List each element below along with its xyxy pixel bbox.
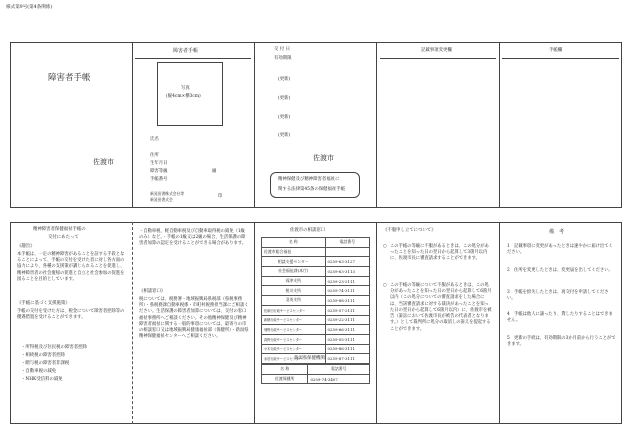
contact-name: 小木行政サービスセンター <box>262 344 326 354</box>
validity-label: 有効期限 <box>274 56 292 61</box>
field-grade: 障害等級 <box>150 169 168 174</box>
update-2: (更新) <box>278 96 291 101</box>
support-item-4: ・自動車税の減免 <box>21 369 57 374</box>
field-birthdate: 生年月日 <box>150 161 168 166</box>
appeal-item-2: この手帳の等級について不服があるときは、この処分があったことを知った日の翌日から起算して6箇月以内（この処分についての審査請求をした場合には、当該審査請求に対する裁決があったことを知った日の翌日から起算して6箇月以内）に、佐渡市を被告（訴訟において佐渡市長が被告の代表者となります。）として裁判所に処分の取消しの訴えを提起することができます。 <box>390 283 492 332</box>
update-1: (更新) <box>278 77 291 82</box>
bottom-divider-2 <box>376 222 377 424</box>
contact-name: 両津支所 <box>262 276 326 286</box>
purpose-heading: 《趣旨》 <box>17 244 35 249</box>
contact-name: 相談支援センター <box>262 257 326 267</box>
contact-phone: 0259-63-3127 <box>325 257 369 267</box>
memo-heading: 手帳欄 <box>549 48 563 53</box>
table-row <box>262 325 370 335</box>
law-notice-box <box>270 172 360 198</box>
issue-city: 佐渡市 <box>313 154 334 162</box>
appeal-heading: 《不服申し立てについて》 <box>383 228 436 233</box>
table-row <box>262 238 370 248</box>
top-divider-3 <box>376 42 377 208</box>
contacts-table <box>261 237 370 364</box>
bottom-divider-1 <box>254 222 255 424</box>
table-row <box>262 365 370 375</box>
contact-name: 新穂行政サービスセンター <box>262 315 326 325</box>
card-heading-rule <box>135 58 251 59</box>
services-fold-line <box>132 222 133 424</box>
contact-phone: 0259-23-2111 <box>325 276 369 286</box>
contacts-heading: 佐渡市の相談窓口 <box>290 228 326 233</box>
top-divider-4 <box>499 42 500 208</box>
cover-title: 障害者手帳 <box>48 73 91 83</box>
law-notice-line2: 関する法律第45条の保健福祉手帳 <box>278 187 346 192</box>
field-address: 住所 <box>150 153 159 158</box>
contact-phone: 0259-87-3111 <box>325 354 369 364</box>
contact-name: 畑野行政サービスセンター <box>262 325 326 335</box>
table-row <box>262 247 370 257</box>
contacts-heading-2: 新潟県保健機関 <box>294 356 325 361</box>
support-item-2: ・相続税の障害者控除 <box>21 353 65 358</box>
support-item-1: ・所得税及び住民税の障害者控除 <box>21 345 87 350</box>
contact-phone: 0259-74-3111 <box>325 286 369 296</box>
records-heading-rule <box>380 58 496 59</box>
contact-phone <box>325 247 369 257</box>
remark-5: 5 更新の手続は、有効期限の3か月前から行うことができます。 <box>507 336 616 348</box>
table-row <box>262 305 370 315</box>
table-row <box>262 276 370 286</box>
top-divider-2 <box>254 42 255 208</box>
bottom-divider-3 <box>499 222 500 424</box>
contact-name: 佐和田行政サービスセンター <box>262 305 326 315</box>
purpose-body: 本手帳は、一定の精神障害があることを証する手段となることによって、手帳の交付を受けた者に対し各方面の協力により、各種の支援策が講じられることを促進し、精神障害者の社会復帰の促進と自立と社会参加の促進を図ることを目的としています。 <box>17 252 125 282</box>
support-heading: 《手帳に基づく支援施策》 <box>17 301 70 306</box>
remark-4: 4 手帳は他人に譲ったり、貸したりすることはできません。 <box>507 312 613 324</box>
publisher: 新発田書株式会社等 <box>150 191 185 196</box>
contact-name: 相川支所 <box>262 286 326 296</box>
table-row <box>262 257 370 267</box>
appeal-item-1: この手帳の等級に不服があるときは、この処分があったことを知った日の翌日から起算して3箇月以内に、佐渡市長に審査請求することができます。 <box>390 244 489 262</box>
contacts-col-name: 名 称 <box>262 238 326 248</box>
contact-name: 佐渡市総合福祉 <box>262 247 326 257</box>
table-row <box>262 296 370 306</box>
contact-name: 真野行政サービスセンター <box>262 334 326 344</box>
top-divider-1 <box>132 42 133 208</box>
photo-size: (縦4cm×横3cm) <box>166 94 201 99</box>
appeal-bullet-1: ○ <box>383 244 387 249</box>
contact-phone: 0259-86-3111 <box>325 344 369 354</box>
photo-label: 写真 <box>181 86 190 91</box>
services-title-1: 精神障害者保健福祉手帳の <box>33 227 86 232</box>
health-office-table <box>261 364 370 384</box>
contact-name: 社会福祉課(本庁) <box>262 267 326 277</box>
update-3: (更新) <box>278 115 291 120</box>
support-item-5: ・NHK受信料の減免 <box>21 377 63 382</box>
remark-2: 2 住所を変更したときは、変更届を出してください。 <box>507 268 613 273</box>
contact-name: 赤泊行政サービスセンター <box>262 354 326 364</box>
law-notice-line1: 精神保健及び精神障害者福祉に <box>278 177 340 182</box>
publisher-sub: 新発田書式会 <box>150 197 173 202</box>
memo-heading-rule <box>502 58 619 59</box>
health-office-name: 佐渡保健所 <box>262 374 308 384</box>
table-row <box>262 315 370 325</box>
seal-mark: 印 <box>218 194 223 199</box>
table-row <box>262 334 370 344</box>
field-number: 手帳番号 <box>150 177 168 182</box>
consult-body: 税については、税務署・地域振興局県税部（県税事務所）・県税務課自動車税係・市町村税務担当課にご相談ください。生活保護の障害者加算については、交付の窓口福祉事務所へご相談ください。その他精神保健及び精神障害者福祉に関する一般的事項については、最寄りの市の相談窓口又は地域振興局健康福祉部（保健所）・新潟県精神保健福祉センターへご相談ください。 <box>139 297 249 340</box>
contact-phone: 0259-63-3113 <box>325 267 369 277</box>
form-number: 様式第9号(第4条関係) <box>6 5 53 10</box>
contact-phone: 0259-55-3111 <box>325 334 369 344</box>
issue-date-label: 交 付 日 <box>274 47 290 52</box>
table-row <box>262 267 370 277</box>
health-col-phone: 電話番号 <box>308 365 370 375</box>
health-col-name: 名 称 <box>262 365 308 375</box>
table-row <box>262 374 370 384</box>
remark-3: 3 手帳を紛失したときは、再交付を申請してください。 <box>507 290 609 302</box>
cover-city: 佐渡市 <box>93 158 114 166</box>
table-row <box>262 344 370 354</box>
contact-phone: 0259-88-3111 <box>325 296 369 306</box>
field-name: 氏名 <box>150 137 159 142</box>
update-4: (更新) <box>278 133 291 138</box>
records-heading: 記載事項変更欄 <box>421 48 452 53</box>
services-title-2: 交付にあたって <box>48 235 79 240</box>
contacts-col-phone: 電話番号 <box>325 238 369 248</box>
remarks-heading: 備 考 <box>549 229 565 235</box>
contact-name: 羽茂支所 <box>262 296 326 306</box>
consult-heading: 《相談窓口》 <box>139 289 166 294</box>
card-heading: 障害者手帳 <box>173 48 199 54</box>
health-office-phone: 0259-74-3407 <box>308 374 370 384</box>
support-item-3: ・贈与税の障害者非課税 <box>21 361 70 366</box>
contact-phone: 0259-57-2111 <box>325 305 369 315</box>
grade-suffix: 級 <box>212 169 217 174</box>
contact-phone: 0259-66-3111 <box>325 325 369 335</box>
table-row <box>262 286 370 296</box>
contact-phone: 0259-22-3111 <box>325 315 369 325</box>
appeal-bullet-2: ○ <box>383 283 387 288</box>
services-body-2: ・自動車税、軽自動車税及び自動車取得税の減免（1級のみ）など。・手帳の1級又は2級の場合、生活保護の障害者加算の認定を受けることができる場合があります。 <box>139 229 247 247</box>
support-body: 手帳の交付を受けた方は、税金について障害者控除等の優遇措置を受けることができます。 <box>17 309 125 321</box>
remark-1: 1 記載事項に変更があったときは速やかに届け出てください。 <box>507 244 613 256</box>
